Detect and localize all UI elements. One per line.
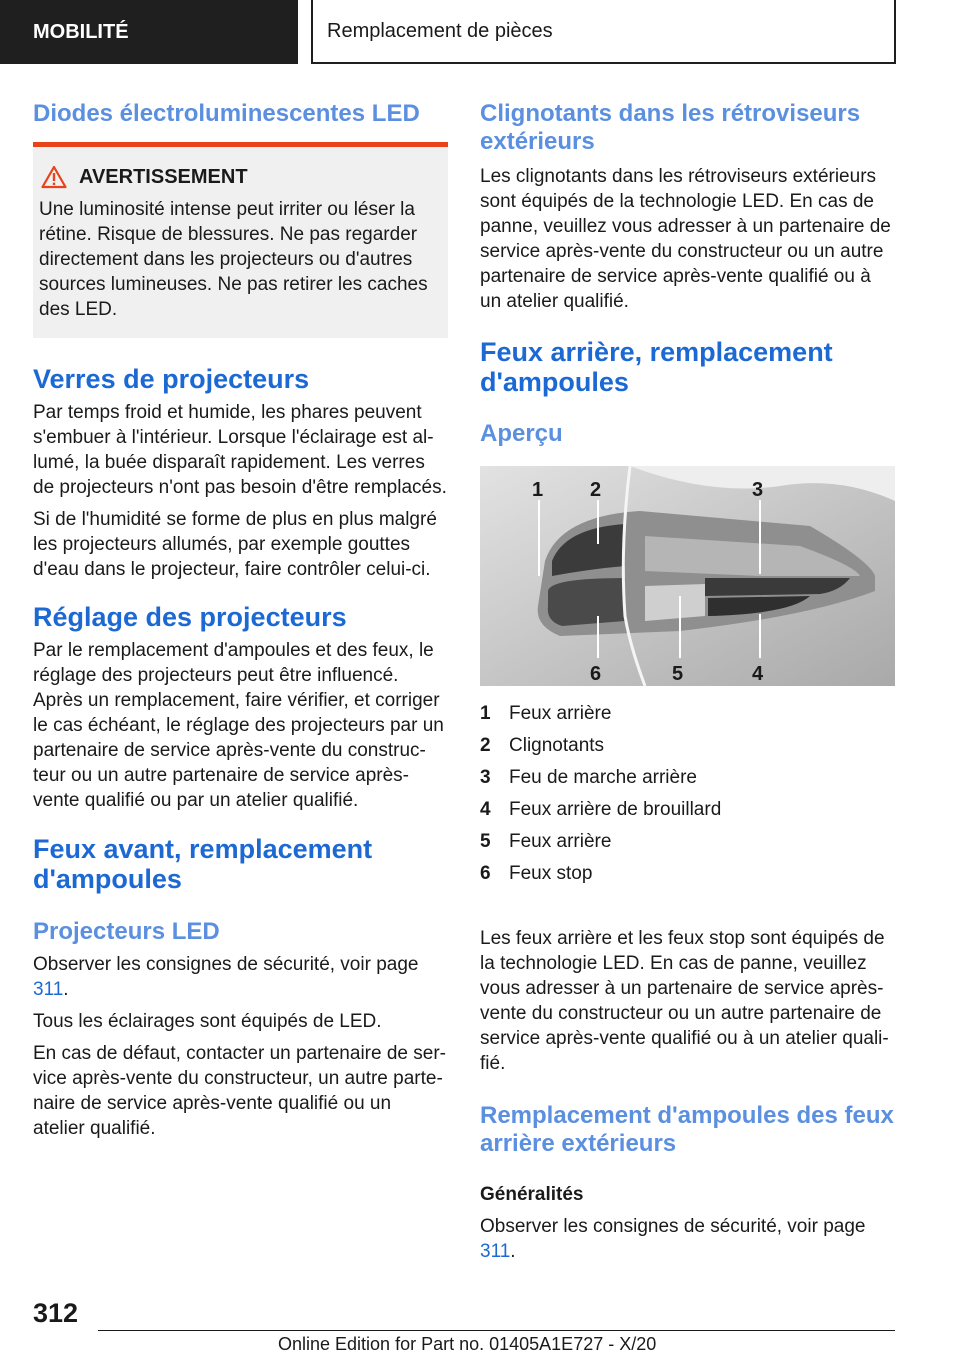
- lamp-lower-middle: [645, 584, 705, 621]
- warning-label: AVERTISSEMENT: [79, 165, 248, 188]
- apercu-heading: Aperçu: [480, 420, 563, 447]
- edition-note: Online Edition for Part no. 01405A1E727 - X/20: [278, 1334, 657, 1354]
- legend-item: 4 Feux arrière de brouillard: [480, 799, 722, 820]
- projecteurs-p1-suffix: .: [63, 979, 69, 1000]
- verres-heading: Verres de projecteurs: [33, 364, 310, 394]
- generalites-paragraph: [480, 1214, 896, 1264]
- projecteurs-p1-text: Observer les consignes de sécurité, voir page: [33, 954, 419, 975]
- warning-text: Une luminosité intense peut irriter ou léser la rétine. Risque de blessures. Ne pas regarder directement dans les projecteurs ou d'autres sources lumineuses. Ne pas retirer les caches des LED.: [39, 199, 428, 320]
- callout-3: 3: [752, 479, 764, 501]
- feux-arriere-heading: Feux arrière, remplacement d'ampoules: [480, 337, 833, 397]
- left-column: [33, 100, 448, 1141]
- legend-item: 5 Feux arrière: [480, 831, 612, 852]
- warning-triangle-icon: [41, 165, 67, 189]
- callout-1: 1: [532, 479, 544, 501]
- generalites-heading: Généralités: [480, 1184, 584, 1205]
- chapter-header: [311, 0, 896, 64]
- footer-divider: [98, 1330, 895, 1331]
- generalites-suffix: .: [510, 1241, 516, 1262]
- tail-light-figure: [480, 466, 895, 686]
- legend-item: 2 Clignotants: [480, 735, 605, 756]
- callout-4: 4: [752, 663, 764, 685]
- section-tab: [0, 0, 298, 64]
- legend-item: 1 Feux arrière: [480, 703, 612, 724]
- tail-light-illustration: [480, 466, 895, 686]
- projecteurs-paragraph-1: [33, 952, 448, 1002]
- callout-5: 5: [672, 663, 684, 685]
- reglage-heading: Réglage des projecteurs: [33, 602, 347, 632]
- generalites-text: Observer les consignes de sécurité, voir page: [480, 1216, 866, 1237]
- right-column: [480, 100, 896, 1264]
- projecteurs-paragraph-3: En cas de défaut, contacter un partenaire de service après-vente du constructeur, un autre partenaire de service après-vente qualifié ou un atelier qualifié.: [33, 1043, 446, 1139]
- chapter-title: Remplacement de pièces: [327, 19, 553, 42]
- lamp-lower-left: [548, 578, 625, 626]
- page-number: 312: [33, 1298, 79, 1328]
- warning-header: [39, 165, 442, 189]
- clignotants-heading: Clignotants dans les rétroviseurs extérieurs: [480, 100, 861, 155]
- verres-paragraph-2: Si de l'humidité se forme de plus en plus malgré les projecteurs allumés, par exemple gouttes d'eau dans le projecteur, faire contrôler celui-ci.: [33, 509, 437, 580]
- warning-box: [33, 142, 448, 338]
- callout-2: 2: [590, 479, 602, 501]
- remplacement-heading: Remplacement d'ampoules des feux arrière extérieurs: [480, 1102, 894, 1157]
- projecteurs-paragraph-2: Tous les éclairages sont équipés de LED.: [33, 1011, 382, 1032]
- feux-arriere-paragraph: Les feux arrière et les feux stop sont équipés de la technologie LED. En cas de panne, veuillez vous adresser à un partenaire de service après-vente du constructeur ou un autre partenaire de service après-vente qualifié ou à un atelier qualifié.: [480, 928, 889, 1074]
- led-heading: Diodes électroluminescentes LED: [33, 100, 420, 127]
- feux-avant-heading: Feux avant, remplacement d'ampoules: [33, 834, 373, 894]
- verres-paragraph-1: Par temps froid et humide, les phares peuvent s'embuer à l'intérieur. Lorsque l'éclairage est allumé, la buée disparaît rapidement. Les verres de projecteurs n'ont pas besoin d'être remplacés.: [33, 402, 447, 498]
- reglage-paragraph: Par le remplacement d'ampoules et des feux, le réglage des projecteurs peut être influencé. Après un remplacement, faire vérifier, et corriger le cas échéant, le réglage des projecteurs par un partenaire de service après-vente du constructeur ou un autre partenaire de service après-vente qualifié ou par un atelier qualifié.: [33, 640, 444, 811]
- legend-item: 3 Feu de marche arrière: [480, 767, 697, 788]
- projecteurs-led-heading: Projecteurs LED: [33, 918, 220, 945]
- page-link-311[interactable]: 311: [480, 1241, 511, 1262]
- section-title: MOBILITÉ: [33, 20, 129, 43]
- figure-legend: [480, 698, 896, 890]
- callout-6: 6: [590, 663, 602, 685]
- clignotants-paragraph: Les clignotants dans les rétroviseurs extérieurs sont équipés de la technologie LED. En cas de panne, veuillez vous adresser à un partenaire de service après-vente du constructeur ou un autre partenaire de service après-vente qualifié ou à un atelier qualifié.: [480, 166, 891, 312]
- legend-item: 6 Feux stop: [480, 863, 593, 884]
- page-link-311[interactable]: 311: [33, 979, 64, 1000]
